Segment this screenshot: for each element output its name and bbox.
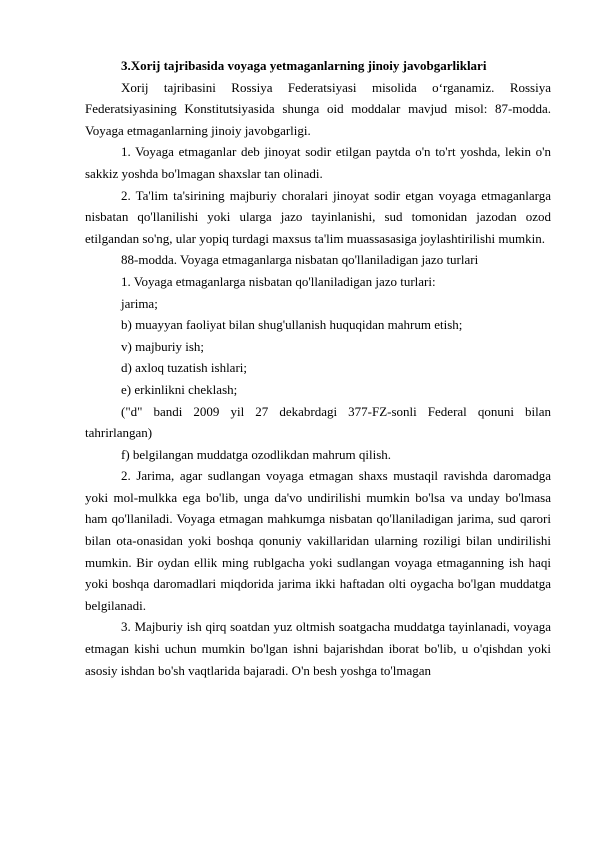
article-88-point-3: 3. Majburiy ish qirq soatdan yuz oltmish soatgacha muddatga tayinlanadi, voyaga etmagan kishi uchun mumkin bo'lgan ishni bajarishdan iborat bo'lib, u o'qishdan yoki asosiy ishdan bo'sh vaqtlarida bajaradi. O'n besh yoshga to'lmagan xyxy=(85,619,551,678)
list-item-e: e) erkinlikni cheklash; xyxy=(121,381,238,397)
list-item-jarima: jarima; xyxy=(121,295,158,311)
article-87-point-2: 2. Ta'lim ta'sirining majburiy choralari jinoyat sodir etgan voyaga etmaganlarga nisbatan qo'llanilishi yoki ularga jazo tayinlanishi, sud tomonidan jazodan ozod etilgandan so'ng, ular yopiq turdagi maxsus ta'lim muassasasiga joylashtirilishi mumkin. xyxy=(85,187,551,246)
section-heading: 3.Xorij tajribasida voyaga yetmaganlarning jinoiy javobgarliklari xyxy=(121,58,487,73)
list-item-f: f) belgilangan muddatga ozodlikdan mahrum qilish. xyxy=(121,446,392,462)
list-item-b: b) muayyan faoliyat bilan shug'ullanish huquqidan mahrum etish; xyxy=(121,317,463,333)
amendment-note: ("d" bandi 2009 yil 27 dekabrdagi 377-FZ-sonli Federal qonuni bilan tahrirlangan) xyxy=(85,403,551,441)
article-87-point-1: 1. Voyaga etmaganlar deb jinoyat sodir etilgan paytda o'n to'rt yoshda, lekin o'n sakkiz yoshda bo'lmagan shaxslar tan olinadi. xyxy=(85,144,551,181)
list-item-v: v) majburiy ish; xyxy=(121,338,205,354)
list-item-d: d) axloq tuzatish ishlari; xyxy=(121,360,248,376)
article-88-title: 88-modda. Voyaga etmaganlarga nisbatan qo'llaniladigan jazo turlari xyxy=(121,252,479,268)
intro-paragraph: Xorij tajribasini Rossiya Federatsiyasi misolida o‘rganamiz. Rossiya Federatsiyasining Konstitutsiyasida shunga oid moddalar mavjud misol: 87-modda. Voyaga etmaganlarning jinoiy javobgarligi. xyxy=(85,79,551,138)
article-88-point-1: 1. Voyaga etmaganlarga nisbatan qo'llaniladigan jazo turlari: xyxy=(121,273,436,289)
document-page xyxy=(85,55,551,681)
article-88-point-2: 2. Jarima, agar sudlangan voyaga etmagan shaxs mustaqil ravishda daromadga yoki mol-mulkka ega bo'lib, unga da'vo undirilishi mumkin bo'lsa va unday bo'lmasa ham qo'llaniladi. Voyaga etmagan mahkumga nisbatan qo'llaniladigan jarima, sud qarori bilan ota-onasidan yoki boshqa qonuniy vakillaridan ularning roziligi bilan undirilishi mumkin. Bir oydan ellik ming rublgacha yoki sudlangan voyaga etmaganning ish haqi yoki boshqa daromadlari miqdorida jarima ikki haftadan olti oygacha bo'lgan muddatga belgilanadi. xyxy=(85,468,551,613)
